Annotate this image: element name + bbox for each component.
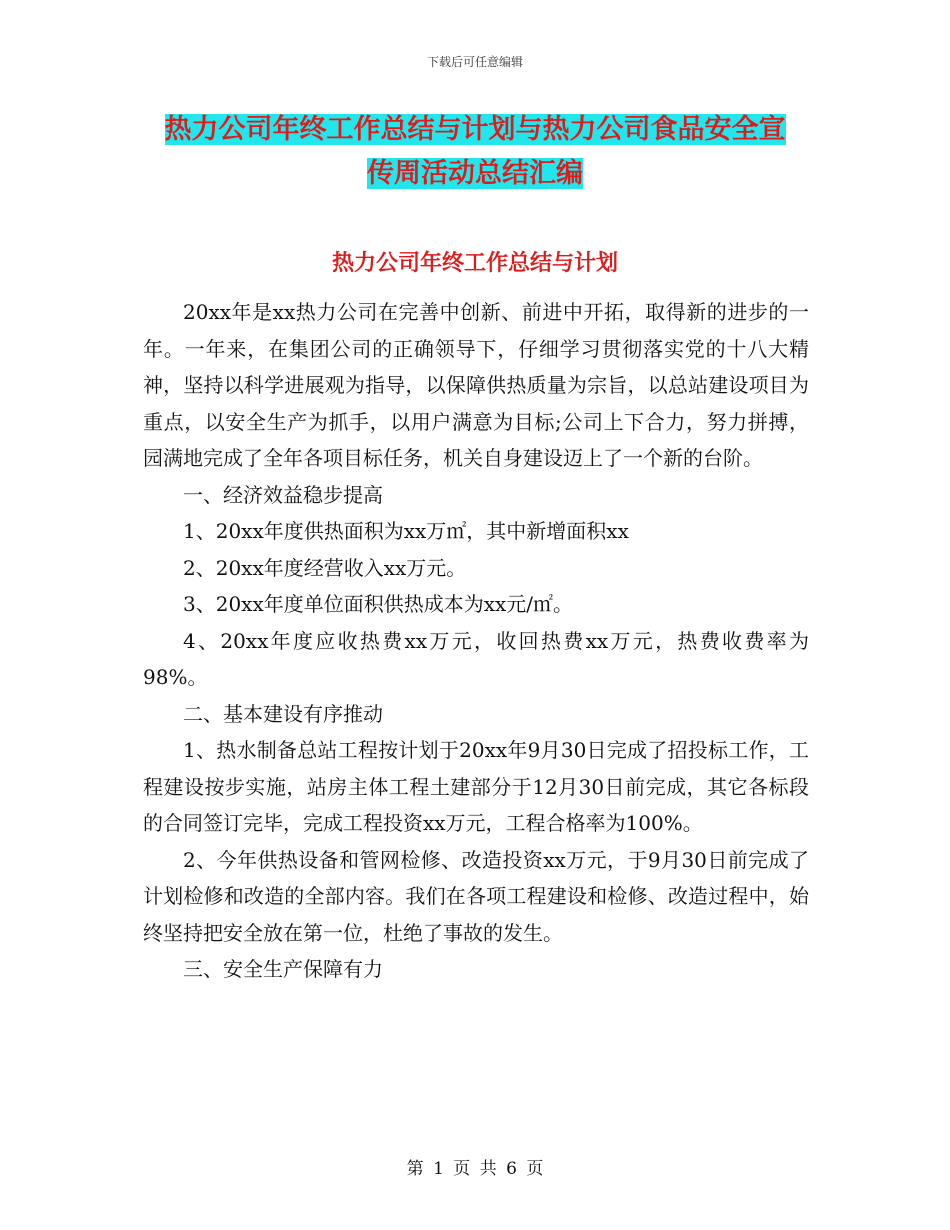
paragraph: 2、20xx年度经营收入xx万元。 xyxy=(183,555,467,580)
paragraph: 2、今年供热设备和管网检修、改造投资xx万元，于9月30日前完成了计划检修和改造的全部内容。我们在各项工程建设和检修、改造过程中，始终坚持把安全放在第一位，杜绝了事故的发生。 xyxy=(143,847,809,945)
paragraph: 1、热水制备总站工程按计划于20xx年9月30日完成了招投标工作，工程建设按步实施，站房主体工程土建部分于12月30日前完成，其它各标段的合同签订完毕，完成工程投资xx万元，工程合格率为100%。 xyxy=(143,738,809,835)
document-title-line-2: 传周活动总结汇编 xyxy=(367,158,583,189)
document-title xyxy=(140,108,810,196)
paragraph-heading: 二、基本建设有序推动 xyxy=(183,701,383,726)
page-number-footer: 第 1 页 共 6 页 xyxy=(406,1159,544,1179)
paragraph: 3、20xx年度单位面积供热成本为xx元/㎡。 xyxy=(183,592,574,616)
document-title-line-1: 热力公司年终工作总结与计划与热力公司食品安全宣 xyxy=(164,114,786,145)
paragraph: 1、20xx年度供热面积为xx万㎡，其中新增面积xx xyxy=(183,519,629,543)
paragraph-heading: 一、经济效益稳步提高 xyxy=(183,482,383,507)
paragraph: 4、20xx年度应收热费xx万元，收回热费xx万元，热费收费率为98%。 xyxy=(143,628,809,689)
section-title: 热力公司年终工作总结与计划 xyxy=(331,251,618,276)
header-note: 下载后可任意编辑 xyxy=(426,55,523,69)
paragraph: 20xx年是xx热力公司在完善中创新、前进中开拓，取得新的进步的一年。一年来，在集团公司的正确领导下，仔细学习贯彻落实党的十八大精神，坚持以科学进展观为指导，以保障供热质量为宗旨，以总站建设项目为重点，以安全生产为抓手，以用户满意为目标;公司上下合力，努力拼搏，园满地完成了全年各项目标任务，机关自身建设迈上了一个新的台阶。 xyxy=(143,300,809,470)
paragraph-heading: 三、安全生产保障有力 xyxy=(183,957,383,981)
body-text xyxy=(143,294,809,988)
